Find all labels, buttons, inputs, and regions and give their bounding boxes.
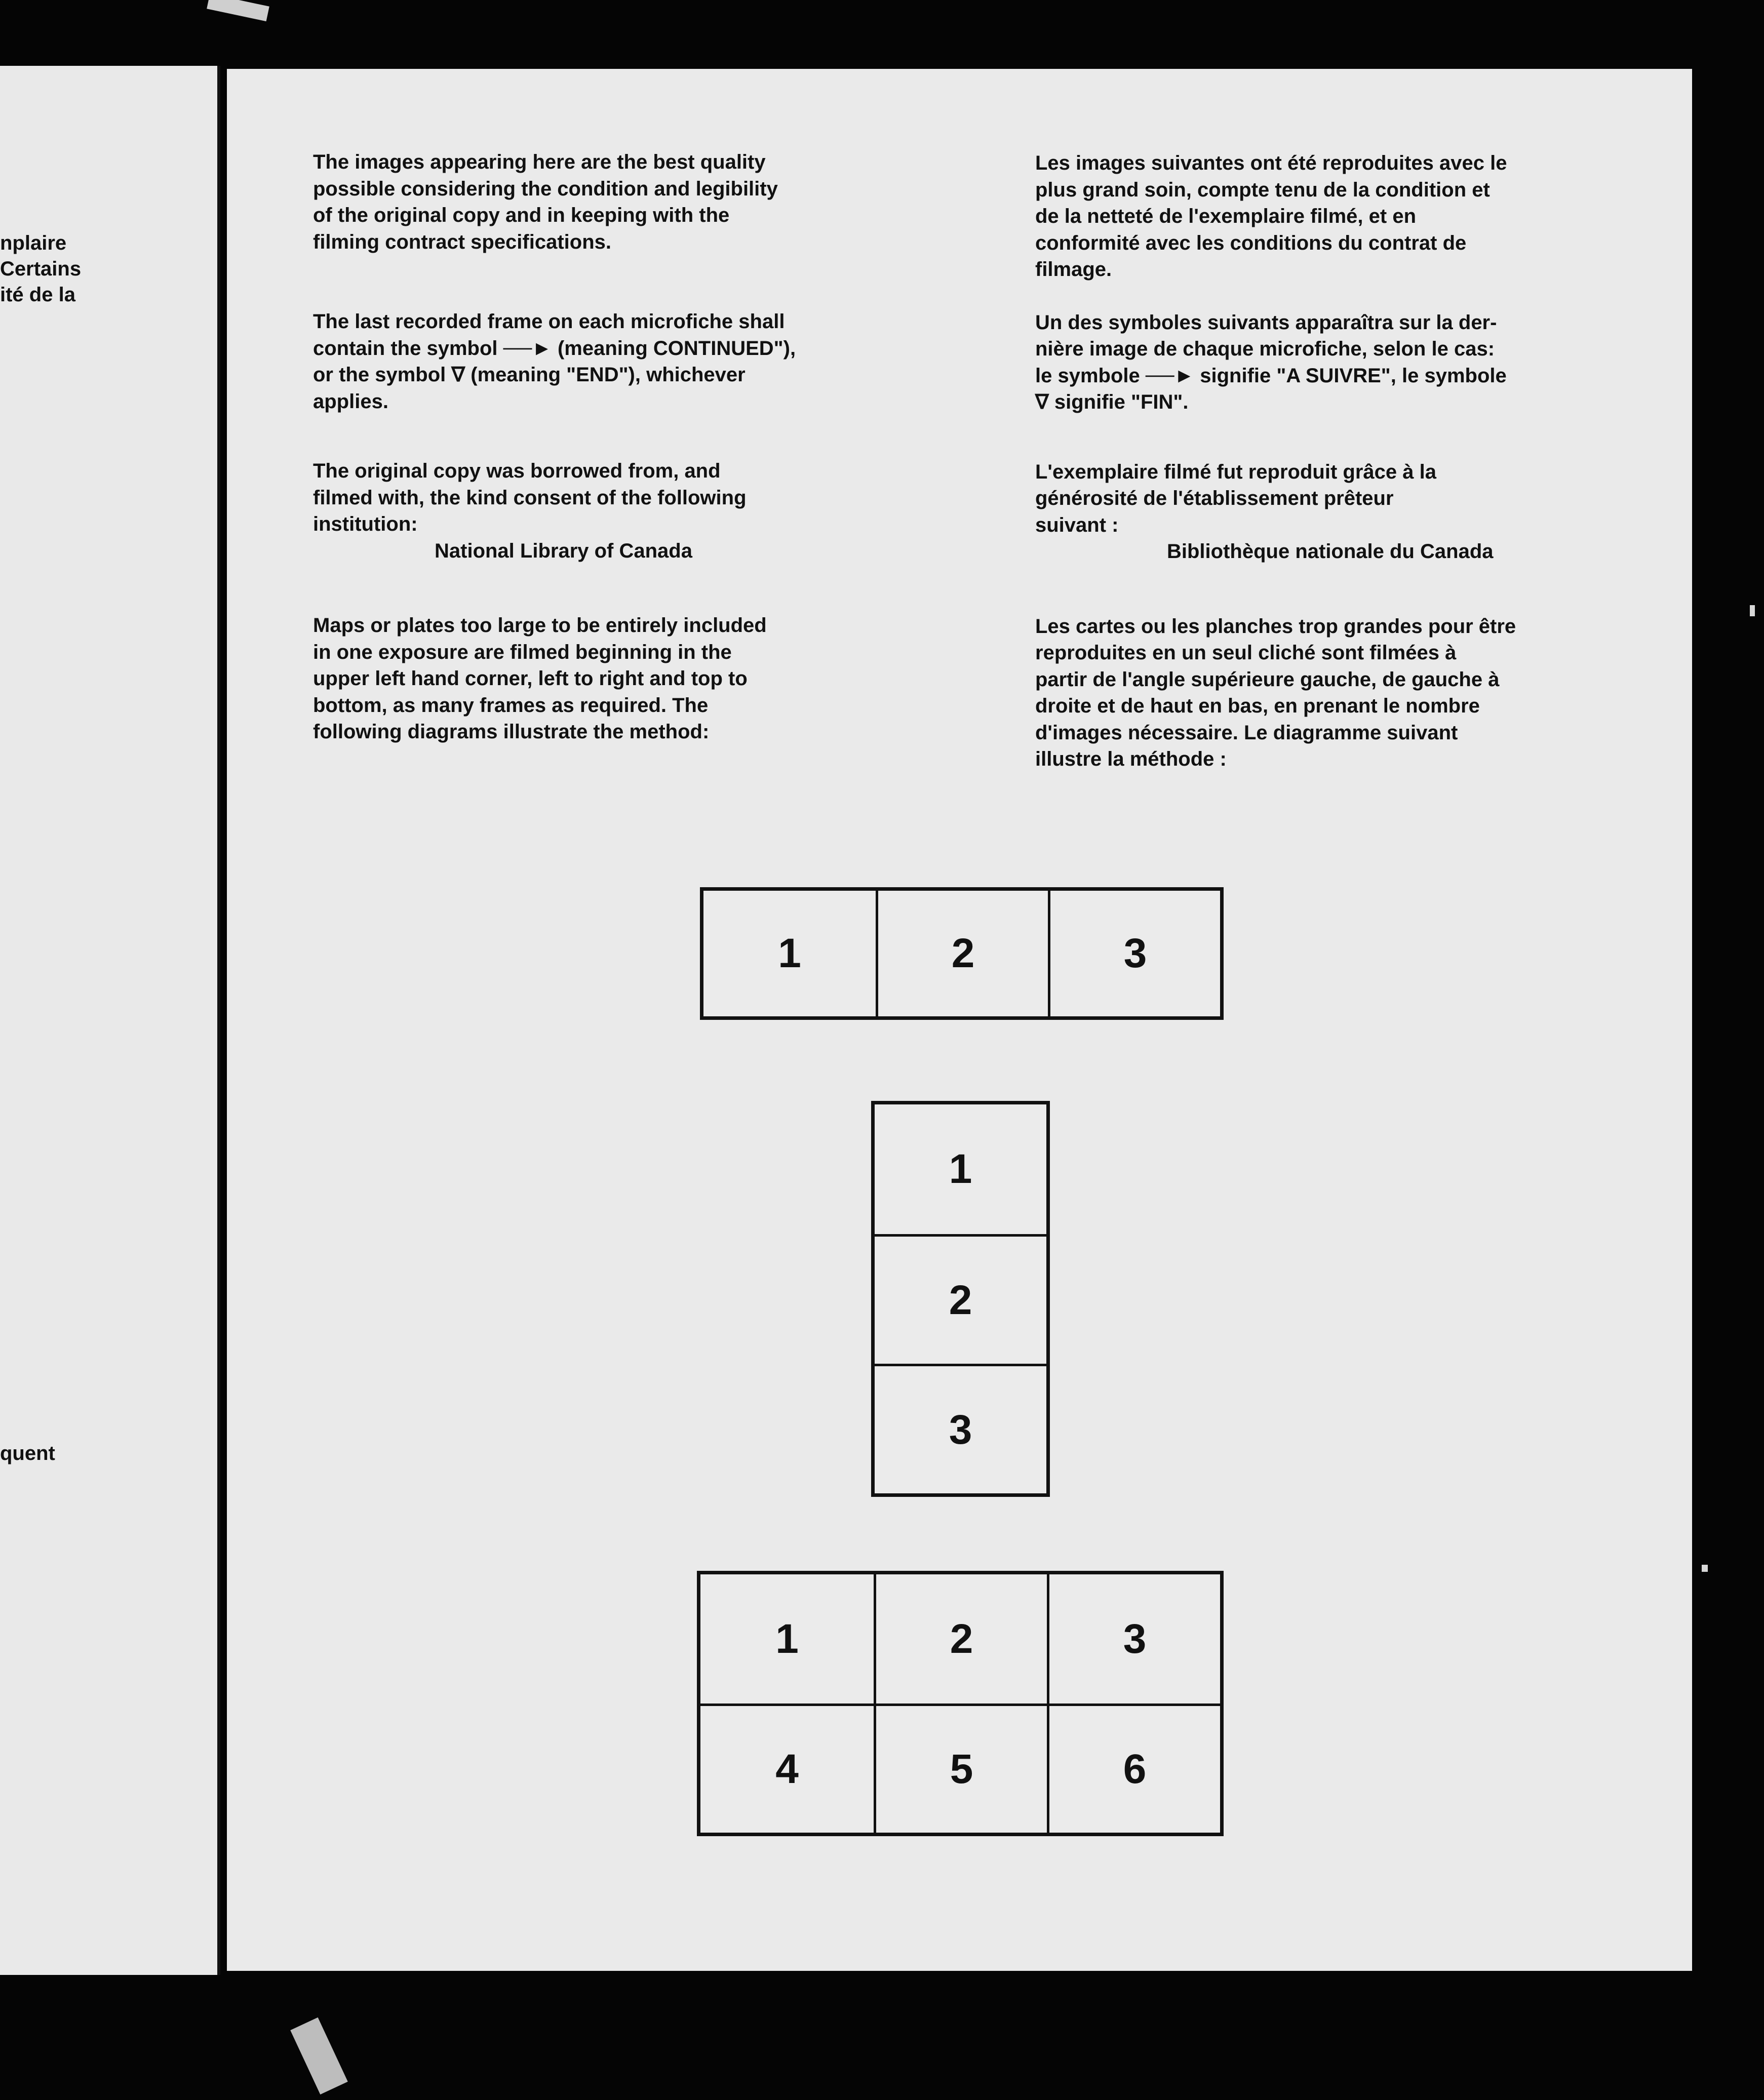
- english-paragraph-quality: The images appearing here are the best quality possible considering the condition and legibility of the original copy and in keeping with the filming contract specifications.: [313, 151, 778, 253]
- scan-artifact: [207, 0, 269, 21]
- left-text-fragment: Certains: [0, 258, 82, 280]
- left-text-fragment: nplaire: [0, 232, 67, 254]
- scan-artifact: [290, 2017, 348, 2094]
- frame-cell: 4: [700, 1703, 874, 1833]
- french-paragraph-institution: L'exemplaire filmé fut reproduit grâce à la générosité de l'établissement prêteur suivant :: [1035, 460, 1436, 536]
- scan-artifact: [1702, 1565, 1708, 1572]
- main-page: [227, 69, 1692, 1971]
- french-paragraph-quality: Les images suivantes ont été reproduites avec le plus grand soin, compte tenu de la condition et de la netteté de l'exemplaire filmé, et en conformité avec les conditions du contrat de filmage.: [1035, 152, 1507, 281]
- french-paragraph-symbols: Un des symboles suivants apparaîtra sur la der- nière image de chaque microfiche, selon le cas: le symbole ──► signifie "A SUIVRE", le symbole ∇ signifie "FIN".: [1035, 311, 1507, 413]
- left-page-fragment: [0, 66, 220, 1975]
- frame-cell: 1: [778, 930, 801, 976]
- french-paragraph-maps: Les cartes ou les planches trop grandes pour être reproduites en un seul cliché sont filmées à partir de l'angle supérieure gauche, de gauche à droite et de haut en bas, en prenant le nombre d'images nécessaire. Le diagramme suivant illustre la méthode :: [1035, 615, 1516, 770]
- diagram-grid: [697, 1571, 1224, 1836]
- diagram-vertical: [871, 1101, 1050, 1497]
- english-column: [313, 149, 911, 745]
- english-paragraph-maps: Maps or plates too large to be entirely included in one exposure are filmed beginning in the upper left hand corner, left to right and top to bottom, as many frames as required. The following diagrams illustrate the method:: [313, 614, 767, 743]
- french-column: [1035, 150, 1633, 773]
- english-paragraph-institution: The original copy was borrowed from, and filmed with, the kind consent of the following institution:: [313, 460, 747, 535]
- scan-artifact: [1750, 605, 1755, 616]
- frame-cell: 1: [949, 1146, 972, 1192]
- frame-cell: 5: [874, 1703, 1047, 1833]
- frame-cell: 1: [775, 1615, 799, 1662]
- left-text-fragment: ité de la: [0, 284, 75, 306]
- frame-cell: 2: [874, 1574, 1047, 1703]
- frame-cell: 2: [875, 1234, 1046, 1364]
- frame-cell: 3: [1047, 1574, 1220, 1703]
- left-text-fragment: quent: [0, 1442, 55, 1464]
- diagram-horizontal: [700, 887, 1224, 1020]
- french-institution-name: Bibliothèque nationale du Canada: [1167, 540, 1494, 563]
- frame-cell: 2: [876, 891, 1048, 1016]
- frame-cell: 3: [1048, 891, 1220, 1016]
- english-paragraph-symbols: The last recorded frame on each microfiche shall contain the symbol ──► (meaning CONTINUED"), or the symbol ∇ (meaning "END"), whichever applies.: [313, 310, 796, 413]
- english-institution-name: National Library of Canada: [435, 539, 692, 562]
- frame-cell: 6: [1047, 1703, 1220, 1833]
- frame-cell: 3: [875, 1364, 1046, 1493]
